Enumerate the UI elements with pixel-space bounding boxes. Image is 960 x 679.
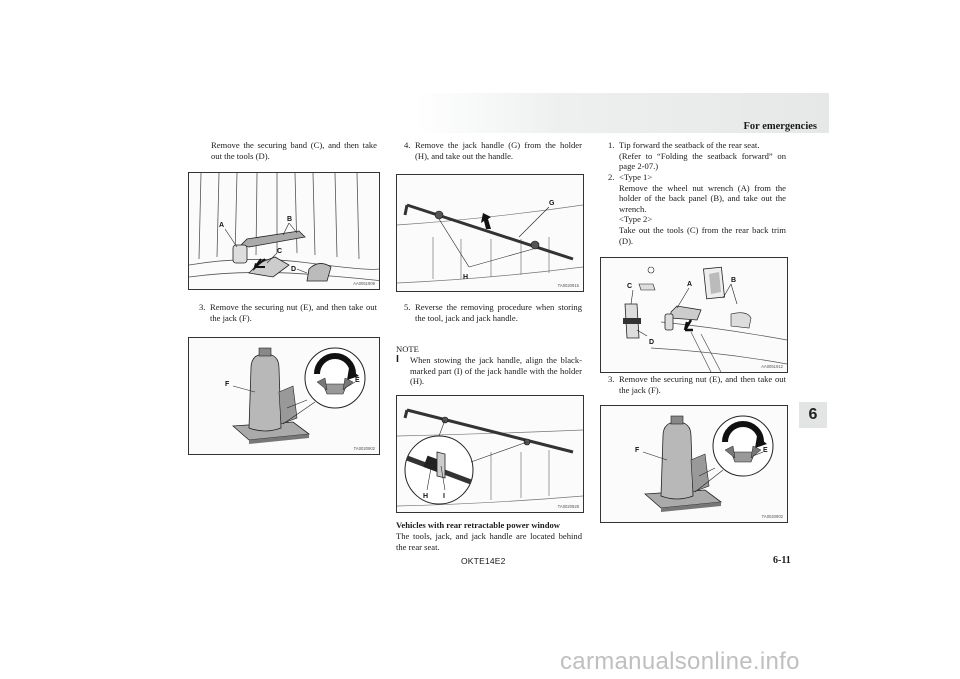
- col3-step2: [608, 172, 786, 246]
- note-body: [396, 355, 582, 387]
- document-code: OKTE14E2: [461, 556, 506, 566]
- col3-step2-number: 2.: [608, 172, 615, 182]
- figure-jack-nut-col3-illustration: [601, 406, 787, 522]
- chapter-tab[interactable]: 6: [799, 402, 827, 428]
- figure-handle-align: [396, 395, 584, 513]
- figure-jack-handle-illustration: [397, 175, 583, 291]
- col3-step3-text: Remove the securing nut (E), and then take out the jack (F).: [619, 374, 786, 395]
- col2-step5-number: 5.: [404, 302, 411, 312]
- col1-step3: [199, 302, 377, 323]
- fig5-label-d: D: [649, 339, 655, 346]
- figure-remove-band: [188, 172, 380, 290]
- note-text: When stowing the jack handle, align the black-marked part (I) of the jack handle with the holder (H).: [410, 355, 582, 387]
- figure-remove-band-illustration: [189, 173, 379, 289]
- figure-jack-nut-col1: [188, 337, 380, 455]
- figure-jack-nut-col3: [600, 405, 788, 523]
- fig2-label-f: F: [225, 381, 230, 388]
- col2-step5-text: Reverse the removing procedure when storing the tool, jack and jack handle.: [415, 302, 582, 323]
- fig2-id: TA0020902: [353, 446, 375, 451]
- fig3-label-h: H: [463, 274, 469, 281]
- fig2-label-e: E: [355, 377, 360, 384]
- col3-step2-type1-text: Remove the wheel nut wrench (A) from the holder of the back panel (B), and take out the wrench.: [619, 182, 786, 214]
- figure-handle-align-illustration: [397, 396, 583, 512]
- col3-step2-type1: <Type 1>: [619, 172, 653, 182]
- col2-step4-number: 4.: [404, 140, 411, 150]
- fig6-label-f: F: [635, 447, 640, 454]
- figure-remove-wrench-illustration: [601, 258, 787, 372]
- figure-jack-handle: [396, 174, 584, 292]
- col3-step3: [608, 374, 786, 395]
- col2-step4-text: Remove the jack handle (G) from the holder (H), and take out the handle.: [415, 140, 582, 161]
- fig1-label-a: A: [219, 222, 225, 229]
- vehicles-heading: Vehicles with rear retractable power window: [396, 520, 560, 530]
- fig1-id: AA0051909: [353, 281, 375, 286]
- fig5-id: AA0051912: [761, 364, 783, 369]
- fig1-label-d: D: [291, 266, 297, 273]
- figure-remove-wrench: [600, 257, 788, 373]
- note-bullet: l: [396, 355, 399, 365]
- fig3-id: TA0020915: [557, 283, 579, 288]
- page-header-title: For emergencies: [743, 121, 817, 132]
- col1-step3-number: 3.: [199, 302, 206, 312]
- fig3-label-g: G: [549, 200, 555, 207]
- vehicles-text: The tools, jack, and jack handle are located behind the rear seat.: [396, 531, 582, 552]
- fig5-label-a: A: [687, 281, 693, 288]
- col3-step2-type2: <Type 2>: [619, 214, 653, 225]
- col2-step4: [404, 140, 582, 161]
- col3-step1-ref: (Refer to “Folding the seatback forward” on page 2-07.): [619, 150, 786, 172]
- fig5-label-c: C: [627, 283, 633, 290]
- col3-step3-number: 3.: [608, 374, 615, 384]
- fig4-label-i: I: [443, 493, 445, 500]
- col3-step1: [608, 140, 786, 172]
- page-number: 6-11: [773, 555, 791, 566]
- col3-step1-text: Tip forward the seatback of the rear seat.: [619, 140, 760, 150]
- note-title: NOTE: [396, 344, 419, 354]
- fig6-id: TA0020902: [761, 514, 783, 519]
- col3-step2-type2-text: Take out the tools (C) from the rear back trim (D).: [619, 224, 786, 246]
- fig5-label-b: B: [731, 277, 737, 284]
- col1-step3-text: Remove the securing nut (E), and then take out the jack (F).: [210, 302, 377, 323]
- fig4-label-h: H: [423, 493, 429, 500]
- fig1-label-b: B: [287, 216, 293, 223]
- intro-text: Remove the securing band (C), and then take out the tools (D).: [211, 140, 377, 161]
- col2-step5: [404, 302, 582, 323]
- fig4-id: TA0020928: [557, 504, 579, 509]
- col3-step1-number: 1.: [608, 140, 615, 150]
- figure-jack-nut-col1-illustration: [189, 338, 379, 454]
- fig6-label-e: E: [763, 447, 768, 454]
- watermark: carmanualsonline.info: [560, 648, 800, 675]
- fig1-label-c: C: [277, 248, 283, 255]
